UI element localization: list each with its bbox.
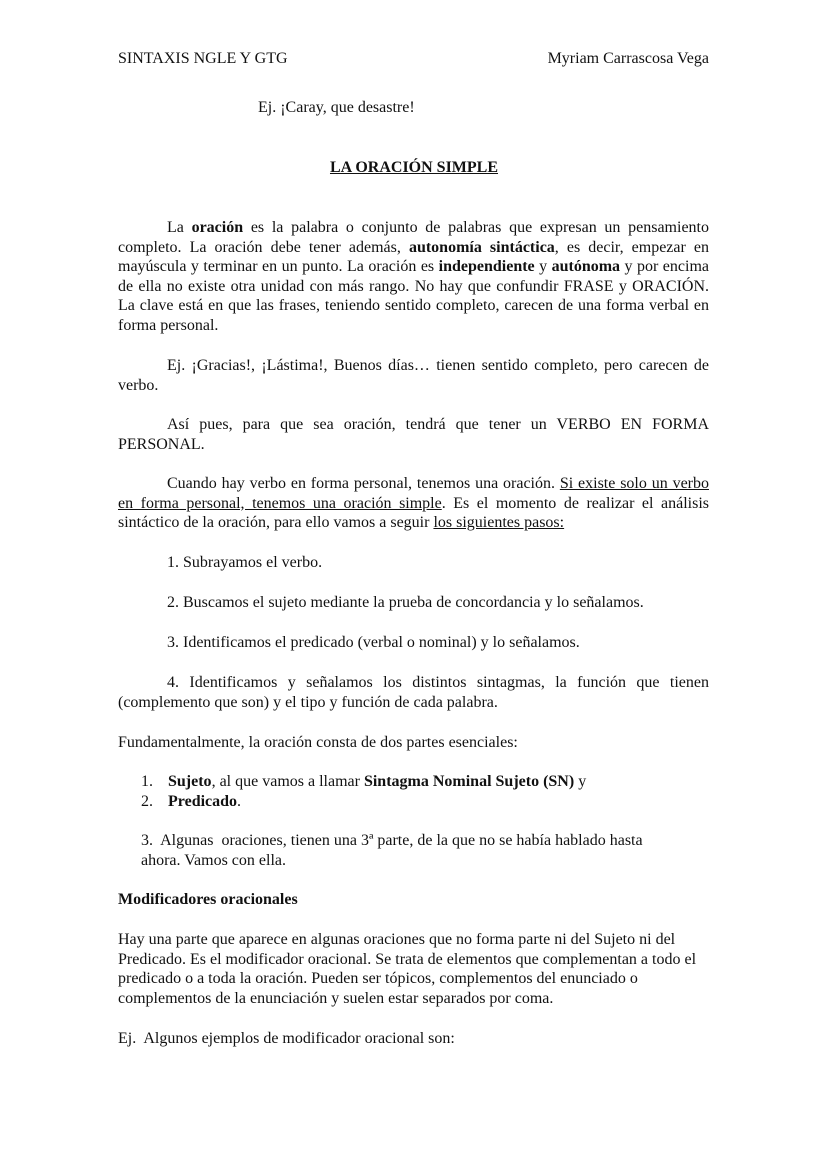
text: y xyxy=(574,773,587,790)
text: Cuando hay verbo en forma personal, tenemos una oración. xyxy=(167,475,560,492)
paragraph-definition xyxy=(118,218,709,336)
text: y xyxy=(534,258,552,276)
parts-list xyxy=(141,772,586,811)
underlined-text: Si existe solo un verbo en forma personal, tenemos una oración simple xyxy=(118,475,709,512)
header-right: Myriam Carrascosa Vega xyxy=(547,50,709,67)
page-title: LA ORACIÓN SIMPLE xyxy=(329,159,499,176)
bold-term: Sujeto xyxy=(168,773,212,790)
step-item: 2. Buscamos el sujeto mediante la prueba de concordancia y lo señalamos. xyxy=(167,594,644,611)
paragraph-example: Ej. ¡Gracias!, ¡Lástima!, Buenos días… tienen sentido completo, pero carecen de verbo. xyxy=(118,357,709,394)
example-top: Ej. ¡Caray, que desastre! xyxy=(258,99,415,116)
paragraph-third-part: 3. Algunas oraciones, tienen una 3ª parte, de la que no se había hablado hasta ahora. Vamos con ella. xyxy=(141,832,647,869)
step-item: 3. Identificamos el predicado (verbal o nominal) y lo señalamos. xyxy=(167,634,580,651)
list-number: 2. xyxy=(141,792,153,810)
underlined-text: los siguientes pasos: xyxy=(433,514,565,532)
text: . xyxy=(237,792,242,810)
header-left: SINTAXIS NGLE Y GTG xyxy=(118,50,288,67)
text: , al que vamos a llamar xyxy=(211,773,364,790)
text: La xyxy=(167,219,192,236)
bold-term: oración xyxy=(191,219,244,236)
bold-term: Sintagma Nominal Sujeto (SN) xyxy=(363,773,575,790)
step-item: 4. Identificamos y señalamos los distintos sintagmas, la función que tienen (complemento que son) y el tipo y función de cada palabra. xyxy=(118,674,709,711)
bold-term: autónoma xyxy=(551,258,621,276)
list-item xyxy=(141,772,586,792)
paragraph-modifiers: Hay una parte que aparece en algunas oraciones que no forma parte ni del Sujeto ni del Predicado. Es el modificador oracional. Se trata de elementos que complementan a todo el predicado o a toda la oración. Pueden ser tópicos, complementos del enunciado o complementos de la enunciación y suelen estar separados por coma. xyxy=(118,931,697,1007)
paragraph-examples-intro: Ej. Algunos ejemplos de modificador oracional son: xyxy=(118,1030,455,1047)
list-item xyxy=(141,792,586,812)
bold-term: autonomía sintáctica xyxy=(408,238,555,256)
bold-term: Predicado xyxy=(168,792,238,810)
step-item: 1. Subrayamos el verbo. xyxy=(167,554,323,571)
text: es la palabra o conjunto de palabras que expresan un pensamiento completo. La oración debe tener además, xyxy=(118,219,709,256)
list-number: 1. xyxy=(141,773,153,790)
text: y por encima de ella no existe otra unidad con más rango. No hay que confundir FRASE y ORACIÓN. La clave está en que las frases, teniendo sentido completo, carecen de una forma verbal en forma personal. xyxy=(118,258,709,334)
bold-term: independiente xyxy=(438,258,535,276)
paragraph-verb: Así pues, para que sea oración, tendrá que tener un VERBO EN FORMA PERSONAL. xyxy=(118,416,709,453)
text: . Es el momento de realizar el análisis sintáctico de la oración, para ello vamos a seguir xyxy=(118,494,709,532)
text: , es decir, empezar en mayúscula y terminar en un punto. La oración es xyxy=(118,238,710,276)
paragraph-simple-sentence xyxy=(118,474,709,533)
section-heading: Modificadores oracionales xyxy=(118,891,298,908)
paragraph-parts: Fundamentalmente, la oración consta de dos partes esenciales: xyxy=(118,734,518,751)
